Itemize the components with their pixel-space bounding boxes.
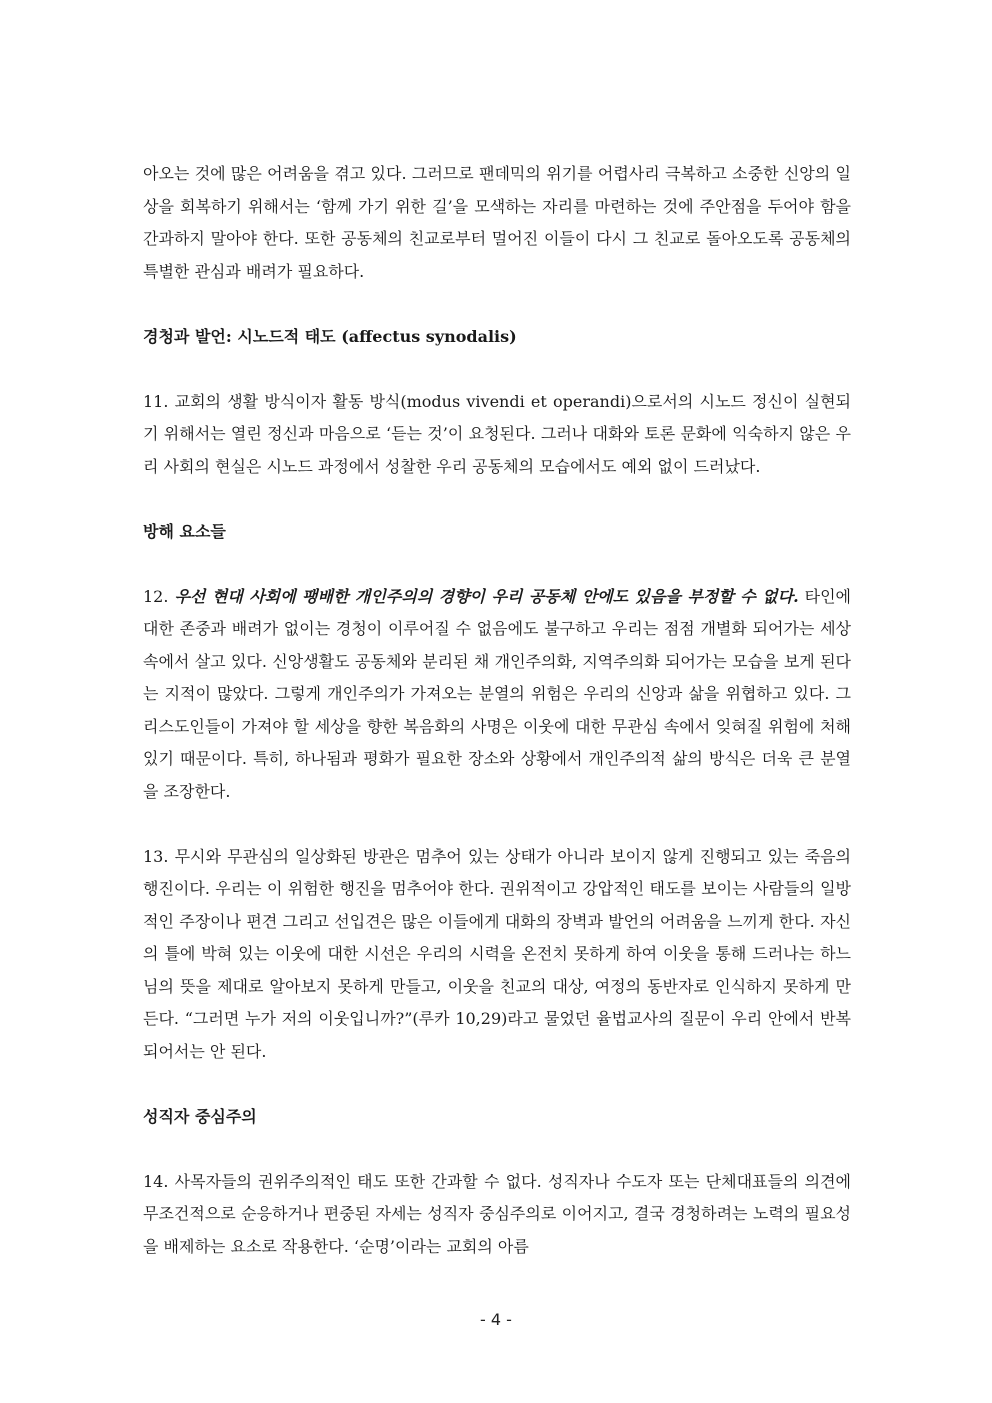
paragraph-12 bbox=[143, 581, 851, 809]
paragraph-12-body: 타인에 대한 존중과 배려가 없이는 경청이 이루어질 수 없음에도 불구하고 우리는 점점 개별화 되어가는 세상 속에서 살고 있다. 신앙생활도 공동체와 분리된 채 개인주의화, 지역주의화 되어가는 모습을 보게 된다는 지적이 많았다. 그렇게 개인주의가 가져오는 분열의 위험은 우리의 신앙과 삶을 위협하고 있다. 그리스도인들이 가져야 할 세상을 향한 복음화의 사명은 이웃에 대한 무관심 속에서 잊혀질 위험에 처해 있기 때문이다. 특히, 하나됨과 평화가 필요한 장소와 상황에서 개인주의적 삶의 방식은 더욱 큰 분열을 조장한다. bbox=[143, 586, 851, 801]
page-number: - 4 - bbox=[480, 1310, 512, 1329]
section-heading-listening: 경청과 발언: 시노드적 태도 (affectus synodalis) bbox=[143, 326, 517, 346]
paragraph-11: 11. 교회의 생활 방식이자 활동 방식(modus vivendi et operandi)으로서의 시노드 정신이 실현되기 위해서는 열린 정신과 마음으로 ‘듣는 것’이 요청된다. 그러나 대화와 토론 문화에 익숙하지 않은 우리 사회의 현실은 시노드 과정에서 성찰한 우리 공동체의 모습에서도 예외 없이 드러났다. bbox=[143, 391, 851, 476]
continuation-paragraph: 아오는 것에 많은 어려움을 겪고 있다. 그러므로 팬데믹의 위기를 어렵사리 극복하고 소중한 신앙의 일상을 회복하기 위해서는 ‘함께 가기 위한 길’을 모색하는 자리를 마련하는 것에 주안점을 두어야 함을 간과하지 말아야 한다. 또한 공동체의 친교로부터 멀어진 이들이 다시 그 친교로 돌아오도록 공동체의 특별한 관심과 배려가 필요하다. bbox=[143, 164, 851, 281]
paragraph-12-emphasis: 우선 현대 사회에 팽배한 개인주의의 경향이 우리 공동체 안에도 있음을 부정할 수 없다. bbox=[174, 586, 799, 606]
section-heading-obstacles: 방해 요소들 bbox=[143, 521, 226, 541]
paragraph-12-number: 12. bbox=[143, 586, 175, 606]
section-heading-clericalism: 성직자 중심주의 bbox=[143, 1106, 257, 1126]
paragraph-13: 13. 무시와 무관심의 일상화된 방관은 멈추어 있는 상태가 아니라 보이지 않게 진행되고 있는 죽음의 행진이다. 우리는 이 위험한 행진을 멈추어야 한다. 권위적이고 강압적인 태도를 보이는 사람들의 일방적인 주장이나 편견 그리고 선입견은 많은 이들에게 대화의 장벽과 발언의 어려움을 느끼게 한다. 자신의 틀에 박혀 있는 이웃에 대한 시선은 우리의 시력을 온전치 못하게 하여 이웃을 통해 드러나는 하느님의 뜻을 제대로 알아보지 못하게 만들고, 이웃을 친교의 대상, 여정의 동반자로 인식하지 못하게 만든다. “그러면 누가 저의 이웃입니까?”(루카 10,29)라고 물었던 율법교사의 질문이 우리 안에서 반복되어서는 안 된다. bbox=[143, 846, 851, 1061]
paragraph-14: 14. 사목자들의 권위주의적인 태도 또한 간과할 수 없다. 성직자나 수도자 또는 단체대표들의 의견에 무조건적으로 순응하거나 편중된 자세는 성직자 중심주의로 이어지고, 결국 경청하려는 노력의 필요성을 배제하는 요소로 작용한다. ‘순명’이라는 교회의 아름 bbox=[143, 1171, 851, 1256]
document-body bbox=[143, 158, 851, 1263]
